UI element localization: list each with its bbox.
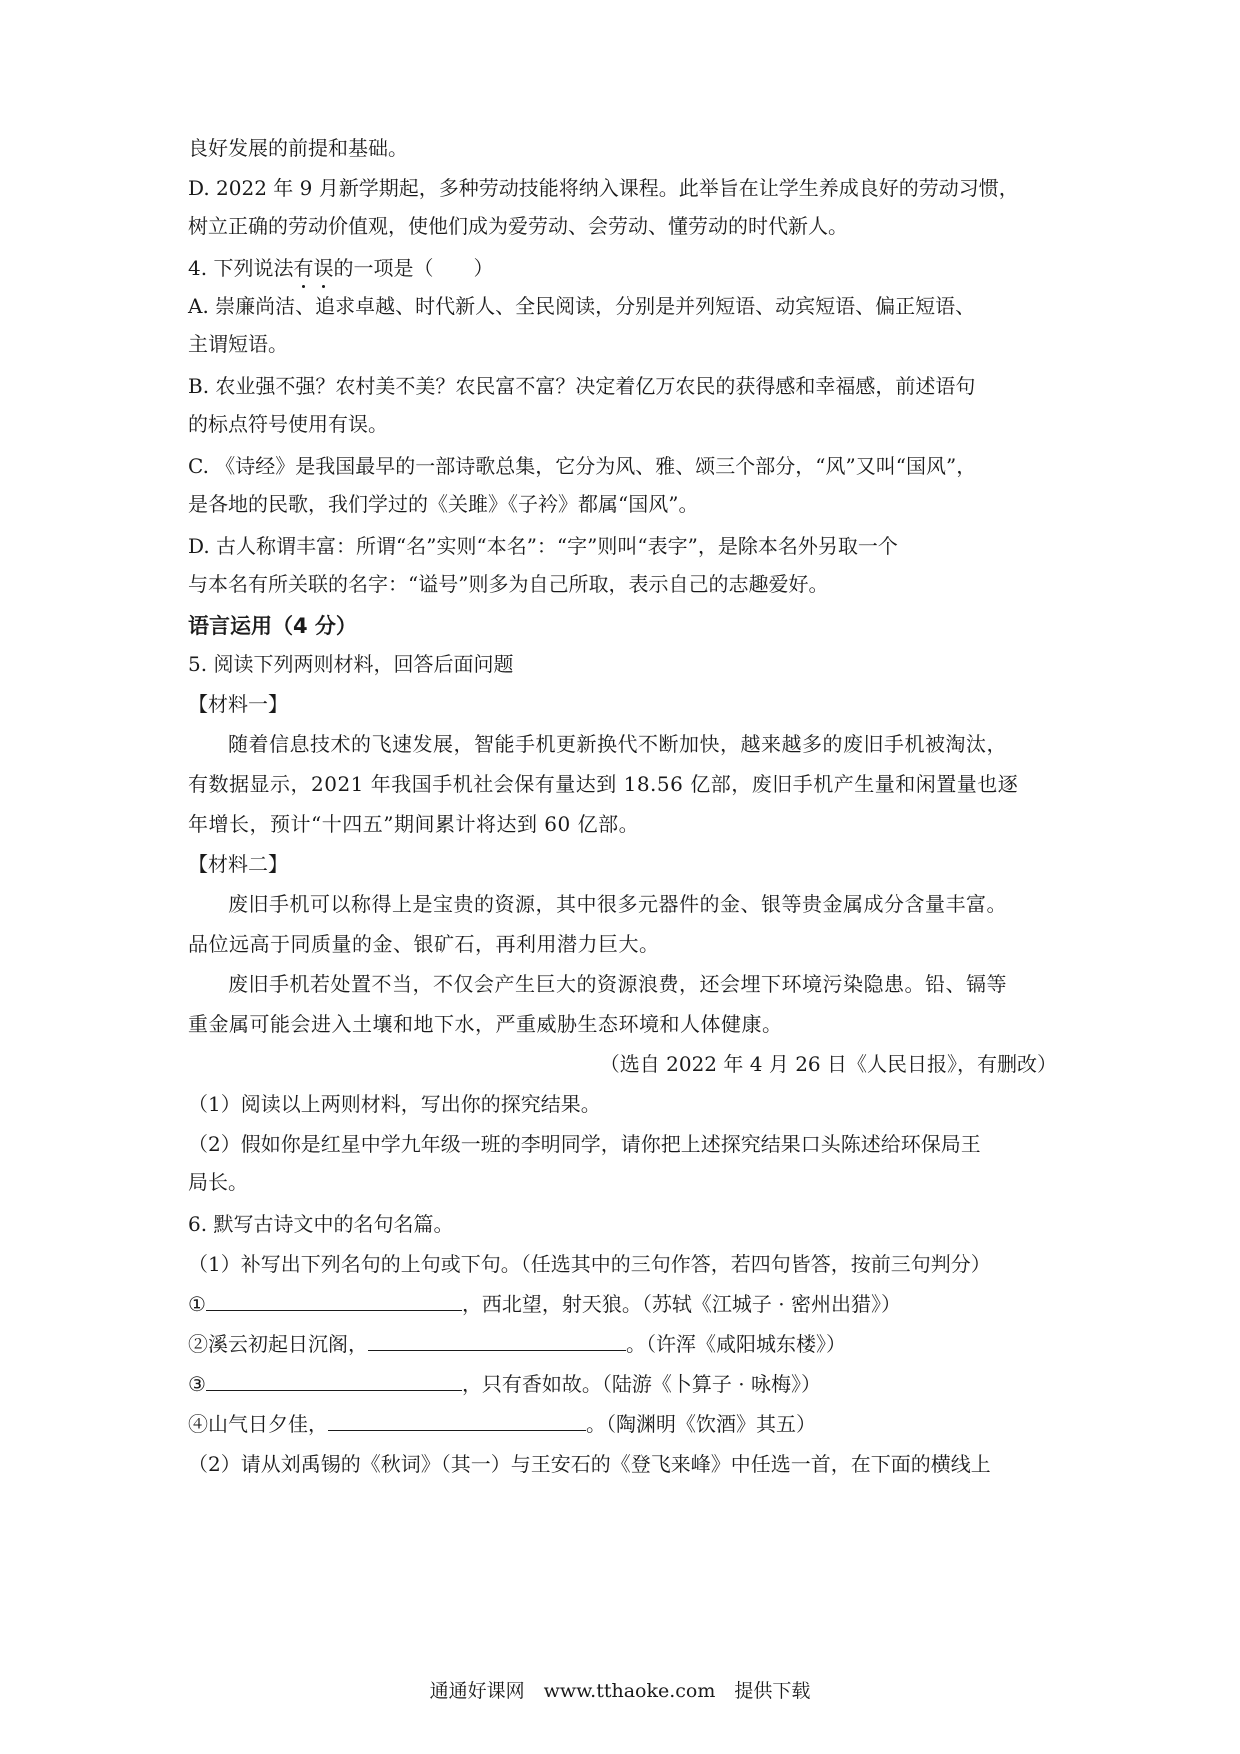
q6-sub2: （2）请从刘禹锡的《秋词》（其一）与王安石的《登飞来峰》中任选一首，在下面的横线上 [188,1452,991,1476]
q4-option-a-line2: 主谓短语。 [188,332,288,356]
q6-sub1: （1）补写出下列名句的上句或下句。（任选其中的三句作答，若四句皆答，按前三句判分） [188,1252,991,1276]
q6-stem: 6. 默写古诗文中的名句名篇。 [188,1212,454,1236]
q5-material2-label: 【材料二】 [188,852,288,876]
q4-stem-prefix: 4. 下列说法 [188,256,294,280]
q3-option-c-tail: 良好发展的前提和基础。 [188,136,408,160]
q4-option-b-line2: 的标点符号使用有误。 [188,412,388,436]
q4-stem-suffix: 的一项是（ ） [333,256,494,280]
q4-option-d-line2: 与本名有所关联的名字：“谥号”则多为自己所取，表示自己的志趣爱好。 [188,572,829,596]
q6-item1-number: ① [188,1292,206,1316]
q4-emphasis-wu: 误 [313,256,334,280]
q6-item1-text: ，西北望，射天狼。（苏轼《江城子 · 密州出猎》） [461,1292,902,1316]
q5-material2-line2: 品位远高于同质量的金、银矿石，再利用潜力巨大。 [188,932,660,956]
q6-item3-number: ③ [188,1372,206,1396]
q3-option-d-line2: 树立正确的劳动价值观，使他们成为爱劳动、会劳动、懂劳动的时代新人。 [188,214,848,238]
q5-material1-label: 【材料一】 [188,692,288,716]
q4-option-c-line1: C. 《诗经》是我国最早的一部诗歌总集，它分为风、雅、颂三个部分，“风”又叫“国风”， [188,454,977,478]
q5-material2-line1: 废旧手机可以称得上是宝贵的资源，其中很多元器件的金、银等贵金属成分含量丰富。 [228,892,1007,916]
q5-material2-line4: 重金属可能会进入土壤和地下水，严重威胁生态环境和人体健康。 [188,1012,783,1036]
q6-item4-blank[interactable] [328,1410,586,1431]
q6-item4-text-after: 。（陶渊明《饮酒》其五） [586,1412,816,1436]
q5-sub2-line1: （2）假如你是红星中学九年级一班的李明同学，请你把上述探究结果口头陈述给环保局王 [188,1132,981,1156]
q6-item3-text: ，只有香如故。（陆游《卜算子 · 咏梅》） [461,1372,822,1396]
page-footer: 通通好课网 www.tthaoke.com 提供下载 [429,1680,811,1702]
q4-option-a-line1: A. 崇廉尚洁、追求卓越、时代新人、全民阅读，分别是并列短语、动宾短语、偏正短语、 [188,294,976,318]
q5-material1-line1: 随着信息技术的飞速发展，智能手机更新换代不断加快，越来越多的废旧手机被淘汰， [228,732,1007,756]
q5-sub1: （1）阅读以上两则材料，写出你的探究结果。 [188,1092,601,1116]
section-title: 语言运用（4 分） [188,614,357,638]
q4-option-b-line1: B. 农业强不强？农村美不美？农民富不富？决定着亿万农民的获得感和幸福感，前述语句 [188,374,976,398]
q6-item2-text-after: 。（许浑《咸阳城东楼》） [626,1332,846,1356]
q6-item2-text-before: ②溪云初起日沉阁， [188,1332,368,1356]
q6-item1-blank[interactable] [206,1290,462,1311]
q6-item2 [188,1330,846,1358]
q6-item4 [188,1410,816,1438]
q6-item1 [188,1290,901,1318]
q5-material1-line2: 有数据显示，2021 年我国手机社会保有量达到 18.56 亿部，废旧手机产生量和闲置量也逐 [188,772,1019,796]
q5-source: （选自 2022 年 4 月 26 日《人民日报》，有删改） [599,1052,1057,1076]
q3-option-d-line1: D. 2022 年 9 月新学期起，多种劳动技能将纳入课程。此举旨在让学生养成良好的劳动习惯， [188,176,1019,200]
q6-item4-text-before: ④山气日夕佳， [188,1412,328,1436]
q4-stem [188,254,493,282]
q6-item2-blank[interactable] [368,1330,626,1351]
q6-item3-blank[interactable] [206,1370,462,1391]
q5-stem: 5. 阅读下列两则材料，回答后面问题 [188,652,514,676]
q5-material2-line3: 废旧手机若处置不当，不仅会产生巨大的资源浪费，还会埋下环境污染隐患。铅、镉等 [228,972,1007,996]
q6-item3 [188,1370,821,1398]
q4-option-c-line2: 是各地的民歌，我们学过的《关雎》《子衿》都属“国风”。 [188,492,699,516]
q4-emphasis-you: 有 [293,256,314,280]
q5-sub2-line2: 局长。 [188,1170,248,1194]
q4-option-d-line1: D. 古人称谓丰富：所谓“名”实则“本名”：“字”则叫“表字”，是除本名外另取一个 [188,534,898,558]
q5-material1-line3: 年增长，预计“十四五”期间累计将达到 60 亿部。 [188,812,640,836]
